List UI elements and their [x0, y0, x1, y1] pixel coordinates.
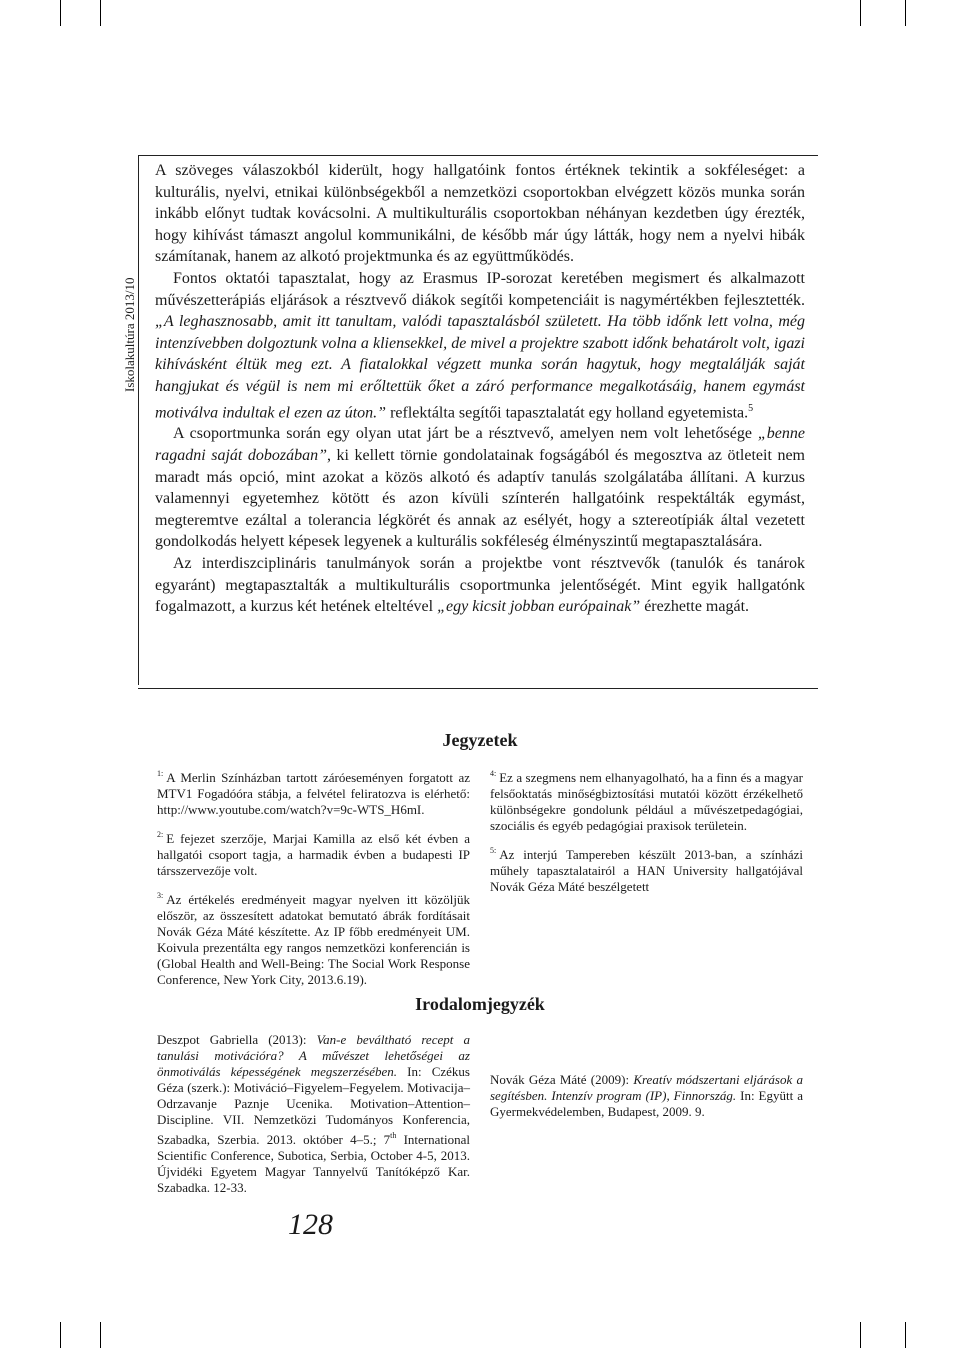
references-right-column [490, 1072, 803, 1127]
quote: „egy kicsit jobban európainak” [437, 598, 641, 616]
note-number: 4: [490, 769, 497, 778]
notes-right-column [490, 766, 803, 904]
quote: „A leghasznosabb, amit itt tanultam, valódi tapasztalásból született. Ha több időnk lett volna, még intenzívebben dolgoztunk volna a kliensekkel, de mivel a projektre szabott időnk behatárolt volt, igazi kihívásként éltük meg ezt. A fiatalokkal végzett munka során hagytuk, hogy megtalálják saját hangjukat és végül is nem mi erőltettük őket a záró performance megalkotásáig, hanem egymást motiválva indultak el ezen az úton.” [155, 313, 805, 421]
note-text: Az interjú Tampereben készült 2013-ban, a színházi műhely tapasztalatairól a HAN University hallgatójával Novák Géza Máté beszélgetett [490, 847, 803, 894]
running-head-text: Iskolakultúra 2013/10 [122, 277, 137, 392]
reference-title: Kreatív módszertani eljárások a segítésben. Intenzív program (IP), Finnország. [490, 1072, 803, 1103]
note-text: A Merlin Színházban tartott záróeseményen forgatott az MTV1 Fogadóóra stábja, a felvétel feliratozva is elérhető: http://www.youtube.com/watch?v=9c-WTS_H6mI. [157, 770, 470, 817]
paragraph-text: Az interdiszciplináris tanulmányok során a projektbe vont résztvevők (tanulók és tanárok egyaránt) megtapasztalták a multikulturális csoportmunka jelentőségét. Mint egyik hallgatónk fogalmazott, a kurzus két hetének elteltével [155, 555, 805, 616]
note-number: 2: [157, 830, 164, 839]
crop-mark [905, 0, 906, 26]
reference-text: In: Czékus Géza (szerk.): Motiváció–Figyelem–Fegyelem. Motivacija–Odrzavanje Paznje Ucenika. Motivation–Attention–Discipline. VII. Nemzetközi Tudományos Konferencia, Szabadka, Szerbia. 2013. október 4–5.; 7 [157, 1064, 470, 1147]
note [157, 888, 470, 987]
note [157, 827, 470, 879]
reference-text: International Scientific Conference, Subotica, Serbia, October 4-5, 2013. Újvidéki Egyetem Magyar Tannyelvű Tanítóképző Kar. Szabadka. 12-33. [157, 1132, 470, 1195]
reference-text: Novák Géza Máté (2009): [490, 1072, 634, 1087]
quote: „benne ragadni saját dobozában” [155, 425, 805, 465]
note-number: 3: [157, 891, 164, 900]
paragraph [155, 553, 805, 618]
reference-title: Van-e beváltható recept a tanulási motivációra? A művészet lehetőségei az önmotiválás képességének megszerzésében. [157, 1032, 470, 1079]
note-text: Ez a szegmens nem elhanyagolható, ha a finn és a magyar felsőoktatás minőségbiztosítási mutatói között érzékelhető különbségekre gondolunk például a művészetpedagógiai, szociális és egyéb pedagógiai praxisok területein. [490, 770, 803, 833]
footnote-ref: 5 [748, 402, 754, 414]
paragraph-text: A csoportmunka során egy olyan utat járt be a résztvevő, amelyen nem volt lehetősége [173, 425, 758, 443]
references-left-column [157, 1032, 470, 1203]
page-number: 128 [288, 1208, 333, 1241]
crop-mark [100, 0, 101, 26]
sidebar-rule [138, 155, 139, 685]
note-text: Az értékelés eredményeit magyar nyelven itt közöljük először, az összesített adatokat bemutató ábrák fordításait Novák Géza Máté készítette. Az IP főbb eredményeit UM. Koivula prezentálta egy rangos nemzetközi konferencián is (Global Health and Well-Being: The Social Work Response Conference, New York City, 2013.6.19). [157, 892, 470, 987]
running-head [122, 262, 140, 392]
note-text: E fejezet szerzője, Marjai Kamilla az első két évben a hallgatói csoport tagja, a harmadik évben a budapesti IP társszervezője volt. [157, 831, 470, 878]
note [157, 766, 470, 818]
paragraph-text: , ki kellett törnie gondolatainak fogságából és megosztva az ötleteit nem maradt más opció, mint azokat a közös alkotó és adaptív tanulás szolgálatába állítani. A kurzus valamennyi egyetemhez kötött és azon kívüli színterén hallgatóink respektálták egymást, megteremtve ezáltal a tolerancia légkörét és annak az esélyét, hogy a sztereotípiák által vezetett gondolkodás helyett képesek legyenek a kulturális sokféleség élményszintű megtapasztalására. [155, 447, 805, 551]
header-rule [138, 155, 818, 156]
paragraph: A szöveges válaszokból kiderült, hogy hallgatóink fontos értéknek tekintik a sokféleséget: a kulturális, nyelvi, etnikai különbségekből a nemzetközi csoportokban elvégzett közös munka során inkább előnyt tudtak kovácsolni. A multikulturális csoportokban néhányan kezdetben úgy érezték, hogy kihívást támaszt angolul kommunikálni, de később már úgy látták, hogy nem a nyelvi hibák számítanak, hanem az alkotó projektmunka és az együttműködés. [155, 162, 805, 266]
note-number: 1: [157, 769, 164, 778]
references-heading: Irodalomjegyzék [415, 994, 545, 1014]
notes-left-column [157, 766, 470, 987]
paragraph-text: Fontos oktatói tapasztalat, hogy az Erasmus IP-sorozat keretében megismert és alkalmazott művészetterápiás eljárások a résztvevő diákok segítői kompetenciáit is nagymértékben fejlesztették. [155, 269, 805, 309]
reference-text: In: Együtt a Gyermekvédelemben, Budapest, 2009. 9. [490, 1088, 803, 1119]
paragraph-text: érezhette magát. [640, 598, 750, 616]
superscript: th [390, 1131, 397, 1140]
body-text [155, 160, 805, 618]
crop-mark [860, 0, 861, 26]
paragraph-text: reflektálta segítői tapasztalatát egy holland egyetemista. [386, 403, 749, 421]
note [490, 843, 803, 895]
crop-mark [860, 1322, 861, 1348]
section-rule [138, 688, 818, 689]
paragraph [155, 423, 805, 553]
notes-heading: Jegyzetek [442, 730, 518, 750]
paragraph [155, 268, 805, 423]
crop-mark [60, 0, 61, 26]
note-number: 5: [490, 846, 497, 855]
crop-mark [905, 1322, 906, 1348]
reference [157, 1032, 470, 1196]
crop-mark [100, 1322, 101, 1348]
reference-text: Deszpot Gabriella (2013): [157, 1032, 317, 1047]
crop-mark [60, 1322, 61, 1348]
note [490, 766, 803, 834]
reference [490, 1072, 803, 1120]
